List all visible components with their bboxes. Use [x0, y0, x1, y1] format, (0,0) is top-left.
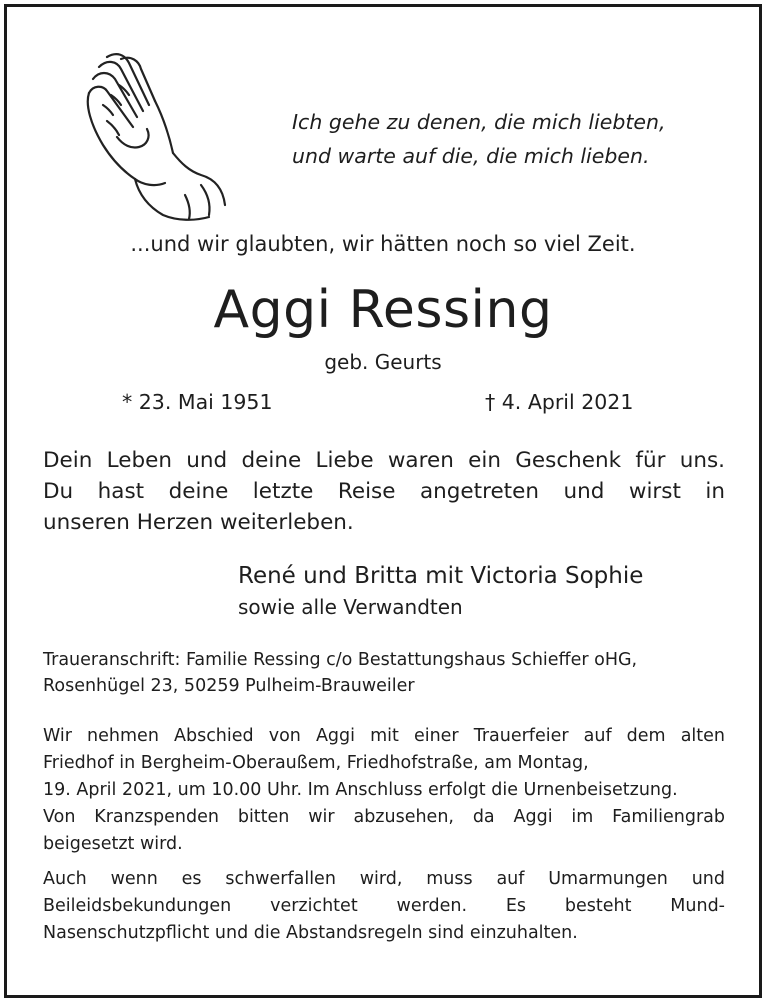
covid-note-line: Auch wenn es schwerfallen wird, muss auf Umarmungen und — [43, 869, 725, 889]
memorial-text-line: Du hast deine letzte Reise angetreten und wirst in — [43, 479, 725, 504]
birth-date: * 23. Mai 1951 — [122, 390, 273, 414]
address-line: Traueranschrift: Familie Ressing c/o Bestattungshaus Schieffer oHG, — [43, 650, 638, 670]
ceremony-line: 19. April 2021, um 10.00 Uhr. Im Anschluss erfolgt die Urnenbeisetzung. — [43, 780, 678, 800]
covid-note-line: Nasenschutzpflicht und die Abstandsregeln sind einzuhalten. — [43, 923, 578, 943]
verse-line: und warte auf die, die mich lieben. — [292, 144, 650, 168]
obituary-notice — [4, 4, 762, 998]
verse-line: Ich gehe zu denen, die mich liebten, — [292, 110, 666, 134]
ceremony-line: Wir nehmen Abschied von Aggi mit einer Trauerfeier auf dem alten — [43, 726, 725, 746]
tagline: ...und wir glaubten, wir hätten noch so viel Zeit. — [130, 232, 636, 256]
death-date: † 4. April 2021 — [485, 390, 634, 414]
deceased-name: Aggi Ressing — [213, 280, 553, 340]
ceremony-line: beigesetzt wird. — [43, 834, 183, 854]
ceremony-line: Von Kranzspenden bitten wir abzusehen, da Aggi im Familiengrab — [43, 807, 725, 827]
maiden-name: geb. Geurts — [324, 350, 442, 374]
ceremony-line: Friedhof in Bergheim-Oberaußem, Friedhofstraße, am Montag, — [43, 753, 589, 773]
mourners-line: sowie alle Verwandten — [238, 595, 463, 619]
ceremony-details — [43, 723, 725, 947]
memorial-text — [43, 445, 725, 538]
mourners-line: René und Britta mit Victoria Sophie — [238, 563, 644, 589]
address-line: Rosenhügel 23, 50259 Pulheim-Brauweiler — [43, 676, 415, 696]
mourners — [238, 560, 643, 622]
memorial-text-line: unseren Herzen weiterleben. — [43, 510, 354, 535]
verse — [292, 105, 666, 173]
mourning-address — [43, 647, 733, 699]
covid-note-line: Beileidsbekundungen verzichtet werden. Es besteht Mund- — [43, 896, 725, 916]
praying-hands-icon — [77, 45, 231, 225]
memorial-text-line: Dein Leben und deine Liebe waren ein Geschenk für uns. — [43, 448, 725, 473]
